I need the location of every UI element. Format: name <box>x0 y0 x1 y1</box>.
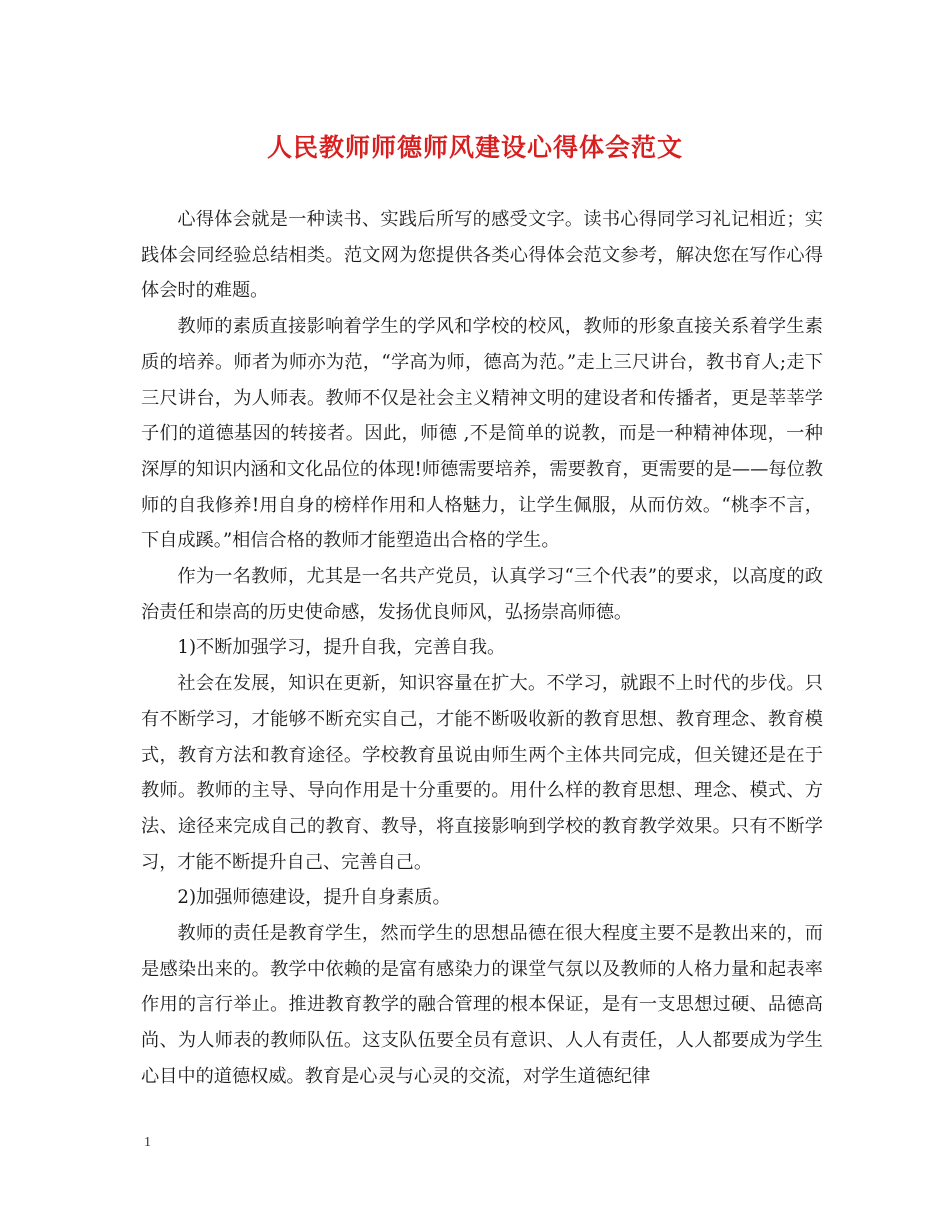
paragraph-ethics: 教师的责任是教育学生，然而学生的思想品德在很大程度主要不是教出来的，而是感染出来的。教学中依赖的是富有感染力的课堂气氛以及教师的人格力量和起表率作用的言行举止。推进教育教学的融合管理的根本保证，是有一支思想过硬、品德高尚、为人师表的教师队伍。这支队伍要全员有意识、人人有责任，人人都要成为学生心目中的道德权威。教育是心灵与心灵的交流，对学生道德纪律 <box>141 923 823 1087</box>
document-title: 人民教师师德师风建设心得体会范文 <box>266 133 683 162</box>
document-body <box>141 202 823 1095</box>
page-number: 1 <box>144 1135 151 1150</box>
paragraph-party-member: 作为一名教师，尤其是一名共产党员，认真学习“三个代表”的要求，以高度的政治责任和崇高的历史使命感，发扬优良师风，弘扬崇高师德。 <box>141 566 823 623</box>
paragraph-teacher-quality: 教师的素质直接影响着学生的学风和学校的校风，教师的形象直接关系着学生素质的培养。师者为师亦为范，“学高为师，德高为范。”走上三尺讲台，教书育人;走下三尺讲台，为人师表。教师不仅是社会主义精神文明的建设者和传播者，更是莘莘学子们的道德基因的转接者。因此，师德 ,不是简单的说教，而是一种精神体现，一种深厚的知识内涵和文化品位的体现!师德需要培养，需要教育，更需要的是——每位教师的自我修养!用自身的榜样作用和人格魅力，让学生佩服，从而仿效。“桃李不言，下自成蹊。”相信合格的教师才能塑造出合格的学生。 <box>141 316 823 552</box>
paragraph-intro: 心得体会就是一种读书、实践后所写的感受文字。读书心得同学习礼记相近；实践体会同经验总结相类。范文网为您提供各类心得体会范文参考，解决您在写作心得体会时的难题。 <box>141 209 823 302</box>
section-heading-1: 1)不断加强学习，提升自我，完善自我。 <box>177 637 506 659</box>
section-heading-2: 2)加强师德建设，提升自身素质。 <box>177 887 451 909</box>
paragraph-learning: 社会在发展，知识在更新，知识容量在扩大。不学习，就跟不上时代的步伐。只有不断学习，才能够不断充实自己，才能不断吸收新的教育思想、教育理念、教育模式，教育方法和教育途径。学校教育虽说由师生两个主体共同完成，但关键还是在于教师。教师的主导、导向作用是十分重要的。用什么样的教育思想、理念、模式、方法、途径来完成自己的教育、教导，将直接影响到学校的教育教学效果。只有不断学习，才能不断提升自己、完善自己。 <box>141 673 823 873</box>
